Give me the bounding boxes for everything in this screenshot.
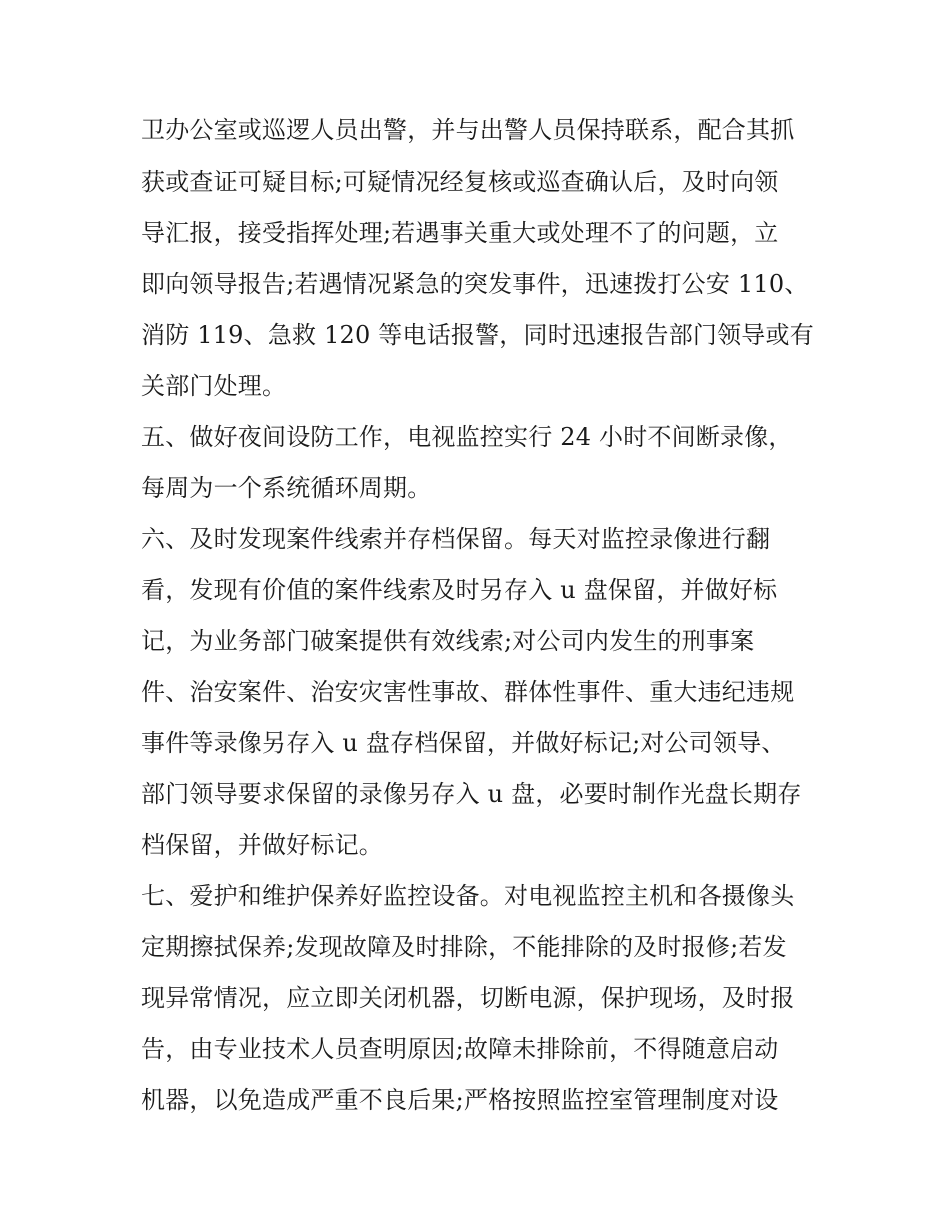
text-line: 五、做好夜间设防工作，电视监控实行 24 小时不间断录像， xyxy=(141,423,793,451)
text-line: 告，由专业技术人员查明原因;故障未排除前，不得随意启动 xyxy=(141,1035,779,1063)
text-line: 获或查证可疑目标;可疑情况经复核或巡查确认后，及时向领 xyxy=(141,168,779,196)
text-line: 档保留，并做好标记。 xyxy=(141,831,383,859)
text-line: 消防 119、急救 120 等电话报警，同时迅速报告部门领导或有 xyxy=(141,321,814,349)
text-line: 六、及时发现案件线索并存档保留。每天对监控录像进行翻 xyxy=(141,525,771,553)
text-line: 看，发现有价值的案件线索及时另存入 u 盘保留，并做好标 xyxy=(141,576,778,604)
text-line: 定期擦拭保养;发现故障及时排除，不能排除的及时报修;若发 xyxy=(141,933,787,961)
text-line: 即向领导报告;若遇情况紧急的突发事件，迅速拨打公安 110、 xyxy=(141,270,809,298)
text-line: 机器，以免造成严重不良后果;严格按照监控室管理制度对设 xyxy=(141,1086,779,1114)
text-line: 每周为一个系统循环周期。 xyxy=(141,474,432,502)
text-line: 导汇报，接受指挥处理;若遇事关重大或处理不了的问题，立 xyxy=(141,219,779,247)
text-line: 现异常情况，应立即关闭机器，切断电源，保护现场，及时报 xyxy=(141,984,795,1012)
text-line: 部门领导要求保留的录像另存入 u 盘，必要时制作光盘长期存 xyxy=(141,780,802,808)
text-line: 七、爱护和维护保养好监控设备。对电视监控主机和各摄像头 xyxy=(141,882,795,910)
text-line: 事件等录像另存入 u 盘存档保留，并做好标记;对公司领导、 xyxy=(141,729,786,757)
text-line: 关部门处理。 xyxy=(141,372,287,400)
text-line: 件、治安案件、治安灾害性事故、群体性事件、重大违纪违规 xyxy=(141,678,795,706)
text-line: 记，为业务部门破案提供有效线索;对公司内发生的刑事案 xyxy=(141,627,755,655)
text-line: 卫办公室或巡逻人员出警，并与出警人员保持联系，配合其抓 xyxy=(141,116,795,144)
